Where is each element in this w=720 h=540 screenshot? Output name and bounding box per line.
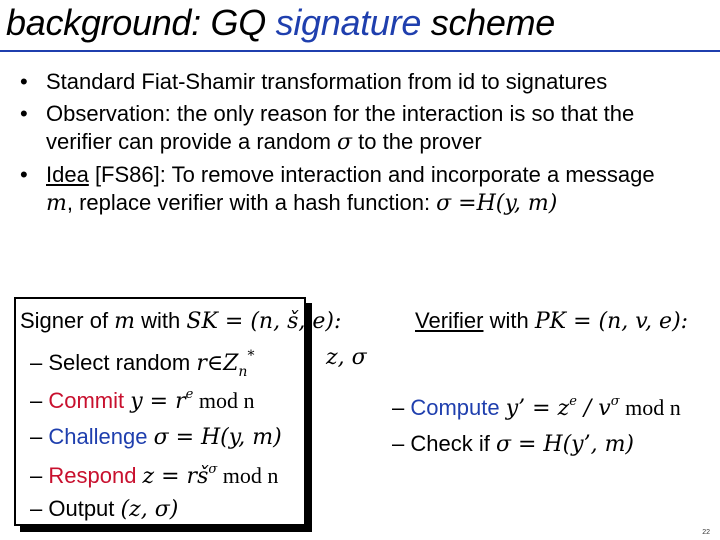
title-prefix: background: GQ (6, 2, 276, 43)
message-variable: m (46, 191, 67, 216)
select-formula: r∈Z (196, 351, 239, 376)
commit-label: Commit (42, 388, 131, 413)
check-label: Check if (404, 431, 496, 456)
bullet-observation-line2-end: to the prover (352, 129, 482, 154)
signer-step-select (30, 348, 254, 380)
dash: – (30, 350, 43, 375)
dash: – (392, 395, 405, 420)
idea-label: Idea (46, 162, 89, 187)
output-label: Output (42, 496, 121, 521)
bullet-observation (18, 100, 708, 157)
verifier-with: with (483, 308, 535, 333)
commit-formula: y = r (130, 389, 186, 414)
verifier-step-compute (392, 394, 681, 421)
signer-heading-m: m (114, 309, 136, 334)
respond-label: Respond (42, 463, 143, 488)
compute-label: Compute (404, 395, 506, 420)
bullet-idea (18, 161, 708, 218)
respond-mod: mod n (217, 463, 279, 488)
bullet-fiat-shamir (18, 68, 708, 96)
signer-secret-key: SK = (n, š, e): (186, 309, 342, 334)
page-number: 22 (702, 529, 710, 536)
select-subscript: n (238, 364, 248, 380)
dash: – (30, 496, 43, 521)
signer-step-commit (30, 387, 254, 414)
commit-exponent: e (185, 387, 194, 402)
dash: – (30, 463, 43, 488)
bullet-observation-line2: verifier can provide a random (46, 129, 338, 154)
commit-mod: mod n (193, 388, 255, 413)
signature-message: z, σ (326, 345, 367, 370)
signer-heading-label: Signer of (20, 308, 115, 333)
bullet-fiat-shamir-text: Standard Fiat-Shamir transformation from id to signatures (46, 69, 608, 94)
verifier-step-check (392, 431, 634, 457)
challenge-formula: σ = H(y, m) (153, 425, 282, 450)
compute-divisor: / v (576, 396, 611, 421)
bullet-idea-text2: , replace verifier with a hash function: (66, 190, 437, 215)
check-formula: σ = H(y’, m) (495, 432, 635, 457)
respond-formula: z = rš (142, 464, 209, 489)
challenge-label: Challenge (42, 424, 154, 449)
signer-heading-with: with (135, 308, 187, 333)
title-divider (0, 50, 720, 52)
output-formula: (z, σ) (120, 497, 179, 522)
compute-mod: mod n (619, 395, 681, 420)
title-highlight: signature (275, 2, 422, 43)
select-superscript: * (247, 348, 255, 364)
compute-formula: y’ = z (505, 396, 570, 421)
signer-heading (20, 308, 341, 334)
slide-title (6, 2, 555, 44)
dash: – (30, 424, 43, 449)
dash: – (392, 431, 405, 456)
select-label: Select random (42, 350, 197, 375)
bullet-idea-text: [FS86]: To remove interaction and incorporate a message (88, 162, 655, 187)
sigma-symbol: σ (337, 130, 353, 155)
respond-exponent: σ (208, 462, 218, 477)
signer-step-output (30, 496, 178, 522)
title-suffix: scheme (421, 2, 556, 43)
hash-formula: σ =H(y, m) (436, 191, 558, 216)
dash: – (30, 388, 43, 413)
verifier-public-key: PK = (n, v, e): (534, 309, 689, 334)
verifier-label: Verifier (415, 308, 484, 333)
verifier-heading (415, 308, 688, 334)
bullet-observation-line1: Observation: the only reason for the interaction is so that the (46, 101, 635, 126)
bullet-list (18, 68, 708, 222)
compute-exponent-sigma: σ (610, 394, 620, 409)
signer-step-challenge (30, 424, 282, 450)
signer-step-respond (30, 462, 278, 489)
compute-exponent-e: e (569, 394, 577, 409)
